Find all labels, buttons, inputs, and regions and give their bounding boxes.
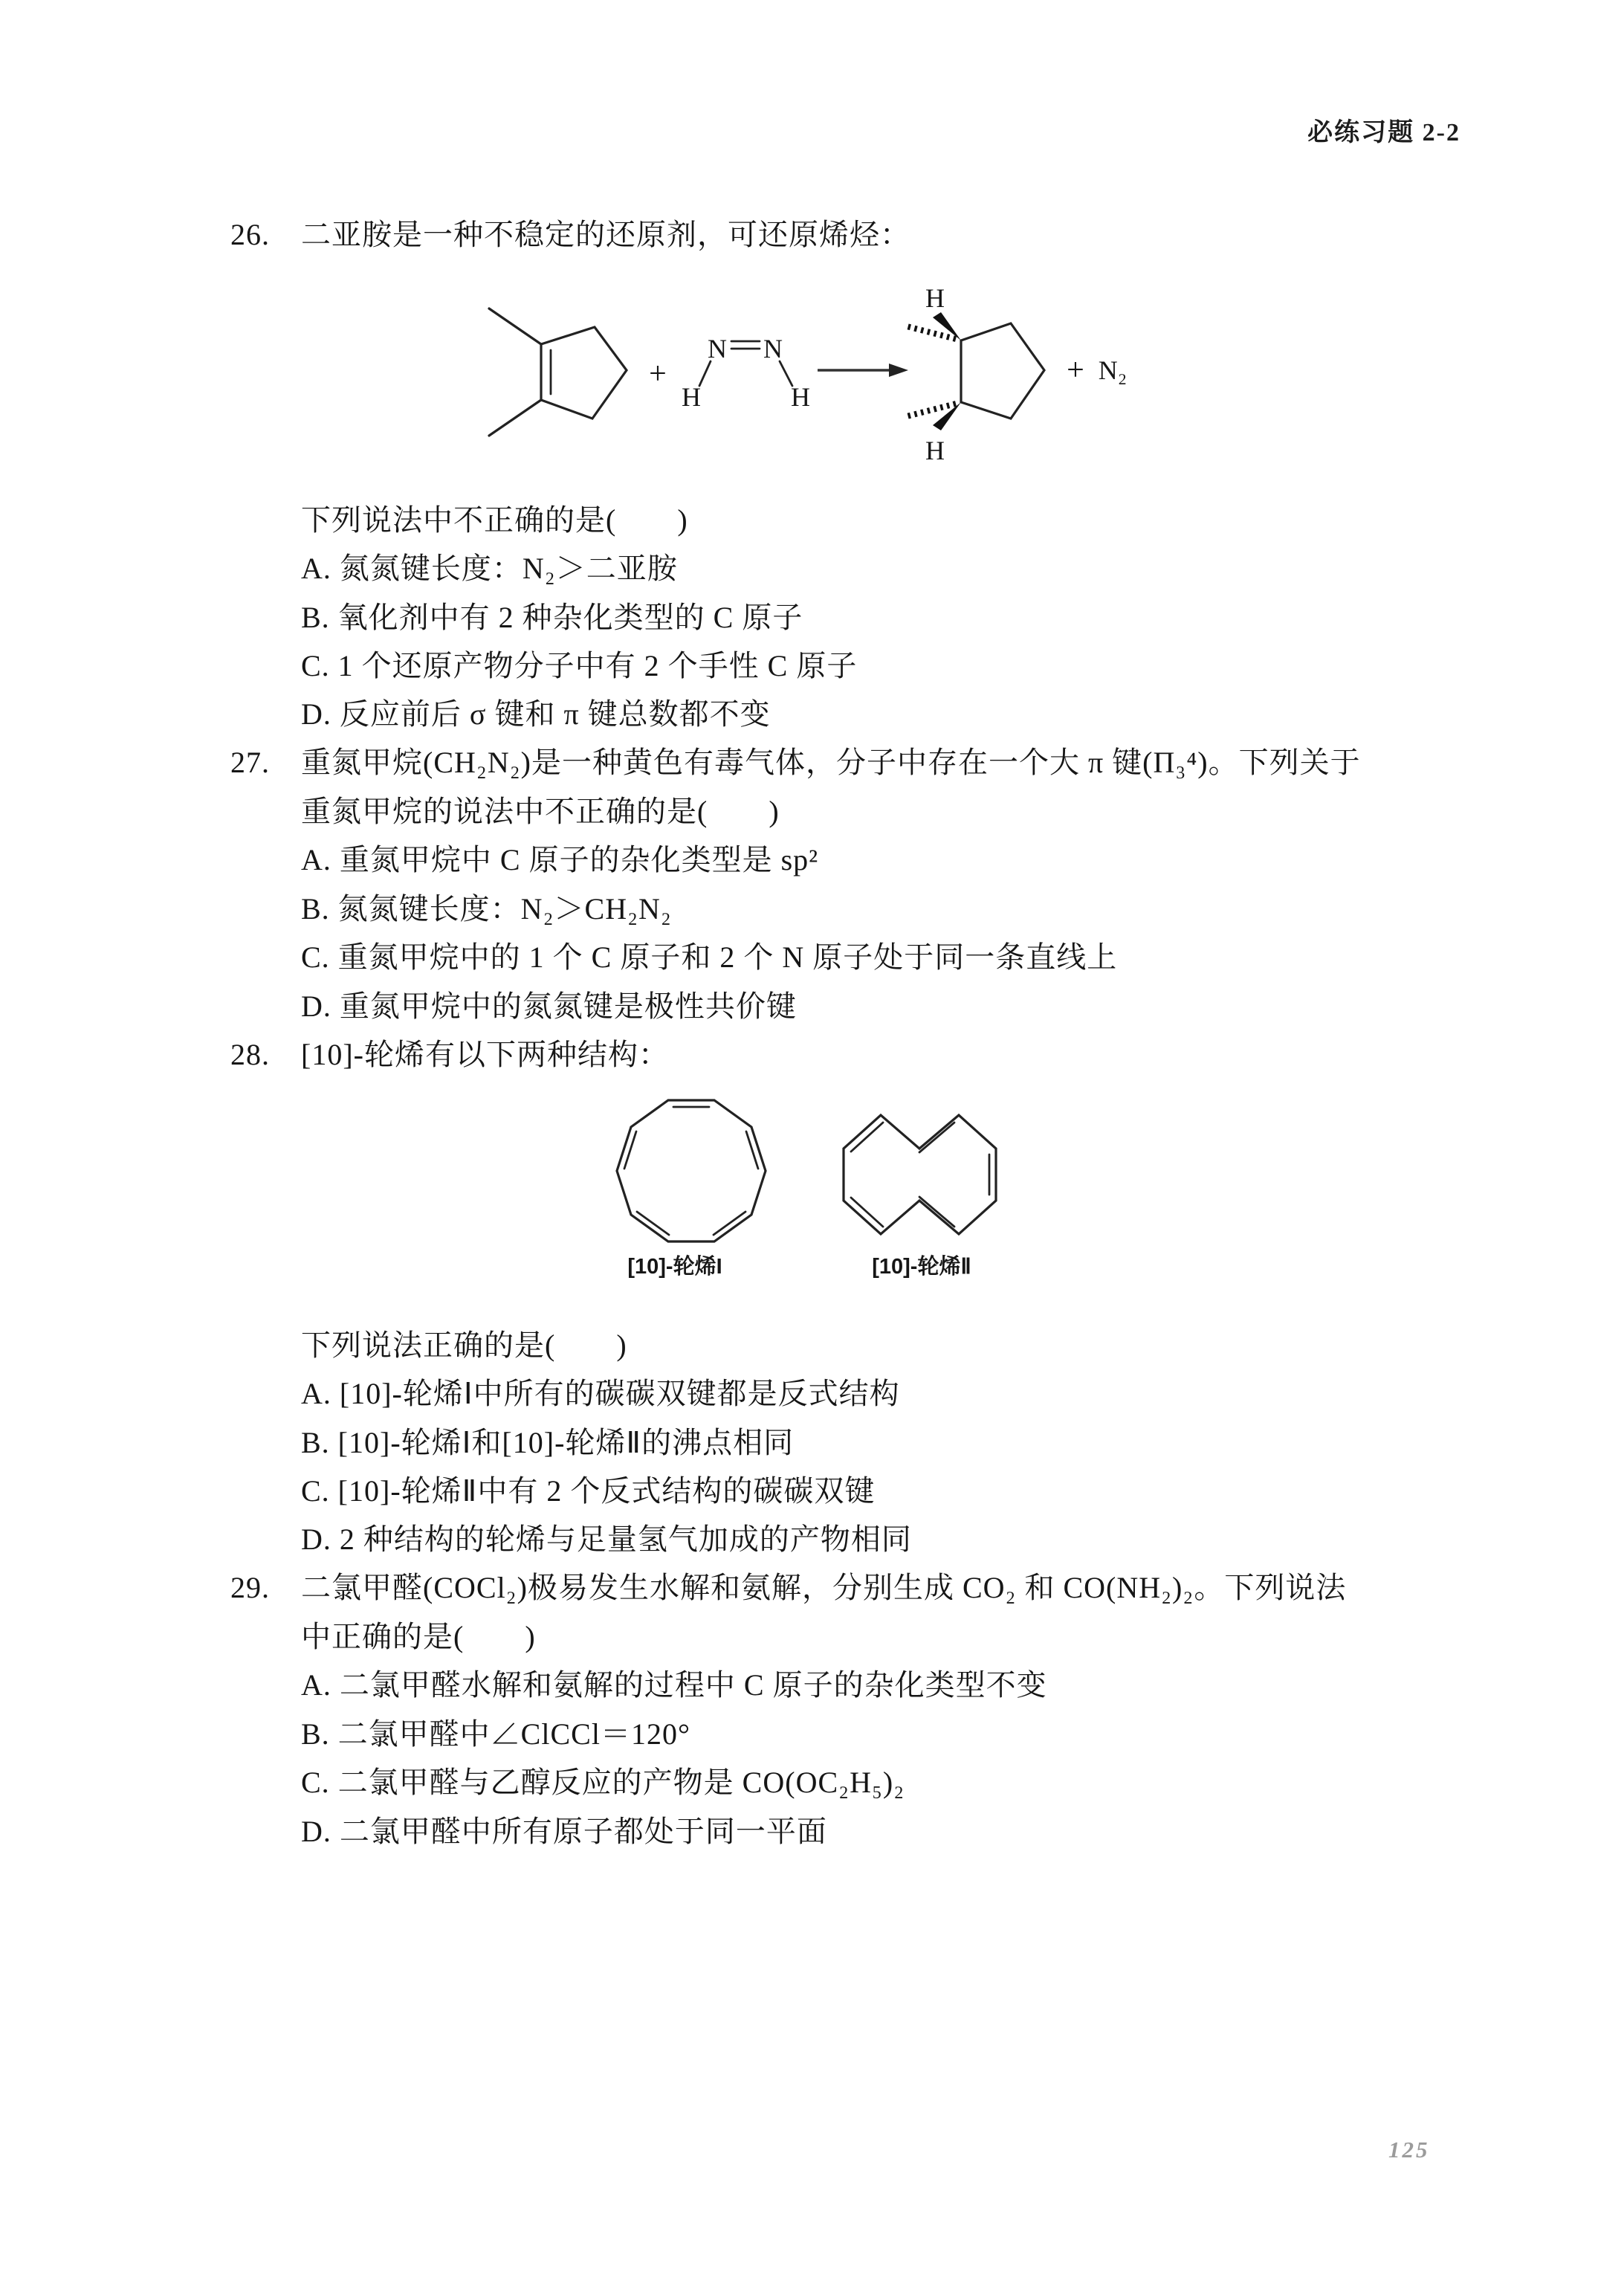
question-26-option-a: A. 氮氮键长度：N₂＞二亚胺 — [301, 552, 678, 585]
cyclopentene-ring — [541, 327, 627, 419]
question-26-stem-text: 二亚胺是一种不稳定的还原剂，可还原烯烃： — [301, 218, 910, 251]
nh-bond-right — [780, 361, 792, 386]
question-27-stem-line2: 重氮甲烷的说法中不正确的是( ) — [301, 795, 780, 828]
question-26-number: 26. — [230, 218, 270, 251]
double-bond-5 — [624, 1131, 636, 1169]
nh-bond-left — [699, 361, 711, 386]
question-29-stem — [230, 1570, 1346, 1606]
question-29-stem-line1: 二氯甲醛(COCl₂)极易发生水解和氨解，分别生成 CO₂ 和 CO(NH₂)₂。下列说法 — [301, 1571, 1347, 1604]
question-29-option-d: D. 二氯甲醛中所有原子都处于同一平面 — [301, 1815, 827, 1848]
nitrogen-gas-label: N₂ — [1098, 355, 1128, 385]
question-29-stem-line2: 中正确的是( ) — [301, 1620, 536, 1653]
annulene-structure-2 — [844, 1115, 996, 1279]
question-26-option-c: C. 1 个还原产物分子中有 2 个手性 C 原子 — [301, 649, 858, 682]
arrow-head — [889, 364, 908, 377]
double-bond-4 — [919, 1197, 954, 1227]
double-bond-2 — [919, 1123, 954, 1152]
question-29-number: 29. — [230, 1571, 270, 1604]
question-28-number: 28. — [230, 1038, 270, 1071]
reactant-dimethylcyclopentene — [489, 309, 627, 436]
plus-sign-right: + — [1067, 353, 1084, 387]
nitrogen-atom-left: N — [708, 334, 727, 364]
question-28-option-c: C. [10]-轮烯Ⅱ中有 2 个反式结构的碳碳双键 — [301, 1474, 876, 1508]
double-bond-2 — [746, 1131, 758, 1169]
question-29-option-a: A. 二氯甲醛水解和氨解的过程中 C 原子的杂化类型不变 — [301, 1668, 1047, 1702]
question-28-prompt: 下列说法正确的是( ) — [301, 1328, 627, 1362]
question-29-option-c: C. 二氯甲醛与乙醇反应的产物是 CO(OC₂H₅)₂ — [301, 1766, 905, 1799]
question-28-option-b: B. [10]-轮烯Ⅰ和[10]-轮烯Ⅱ的沸点相同 — [301, 1426, 795, 1459]
question-27-option-b: B. 氮氮键长度：N₂＞CH₂N₂ — [301, 892, 672, 926]
decagon-ring — [617, 1100, 766, 1241]
methyl-bond-bottom — [489, 400, 541, 436]
question-29-option-b: B. 二氯甲醛中∠ClCCl＝120° — [301, 1717, 690, 1751]
annulene-diagram — [595, 1085, 1055, 1301]
annulene-1-label: [10]-轮烯I — [627, 1255, 722, 1279]
cyclopentane-ring — [961, 323, 1044, 419]
hydrogen-atom-right: H — [791, 382, 810, 412]
product-hydrogen-bottom: H — [925, 436, 945, 465]
question-28-option-d: D. 2 种结构的轮烯与足量氢气加成的产物相同 — [301, 1522, 912, 1556]
diimide-molecule — [682, 334, 810, 412]
wedge-bond-top — [933, 312, 961, 340]
question-28-option-a: A. [10]-轮烯Ⅰ中所有的碳碳双键都是反式结构 — [301, 1377, 900, 1410]
annulene-2-label: [10]-轮烯Ⅱ — [872, 1255, 971, 1279]
annulene-structure-1 — [617, 1100, 766, 1279]
product-dimethylcyclopentane — [907, 283, 1044, 465]
question-27-option-d: D. 重氮甲烷中的氮氮键是极性共价键 — [301, 989, 797, 1023]
question-26-option-b: B. 氧化剂中有 2 种杂化类型的 C 原子 — [301, 601, 803, 634]
question-27-number: 27. — [230, 746, 270, 779]
question-27-stem-line1: 重氮甲烷(CH₂N₂)是一种黄色有毒气体，分子中存在一个大 π 键(Π₃⁴)。下列关于 — [301, 746, 1361, 779]
question-27-option-a: A. 重氮甲烷中 C 原子的杂化类型是 sp² — [301, 843, 819, 876]
wedge-bond-bottom — [933, 402, 961, 430]
reaction-arrow — [818, 364, 908, 377]
reaction-diagram — [416, 281, 1159, 497]
question-26-option-d: D. 反应前后 σ 键和 π 键总数都不变 — [301, 697, 771, 731]
question-28-stem — [230, 1037, 669, 1073]
hydrogen-atom-left: H — [682, 382, 701, 412]
question-27-stem — [230, 745, 1361, 781]
question-26-prompt: 下列说法中不正确的是( ) — [301, 503, 688, 537]
question-27-option-c: C. 重氮甲烷中的 1 个 C 原子和 2 个 N 原子处于同一条直线上 — [301, 940, 1118, 974]
methyl-bond-top — [489, 309, 541, 344]
plus-sign-left: + — [649, 357, 667, 391]
question-26-stem — [230, 217, 910, 253]
question-28-stem-text: [10]-轮烯有以下两种结构： — [301, 1038, 669, 1071]
bicyclic-perimeter-ring — [844, 1115, 996, 1234]
nitrogen-atom-right: N — [763, 334, 783, 364]
page-number: 125 — [1388, 2137, 1430, 2163]
page-header: 必练习题 2-2 — [1307, 119, 1460, 146]
product-hydrogen-top: H — [925, 283, 945, 313]
